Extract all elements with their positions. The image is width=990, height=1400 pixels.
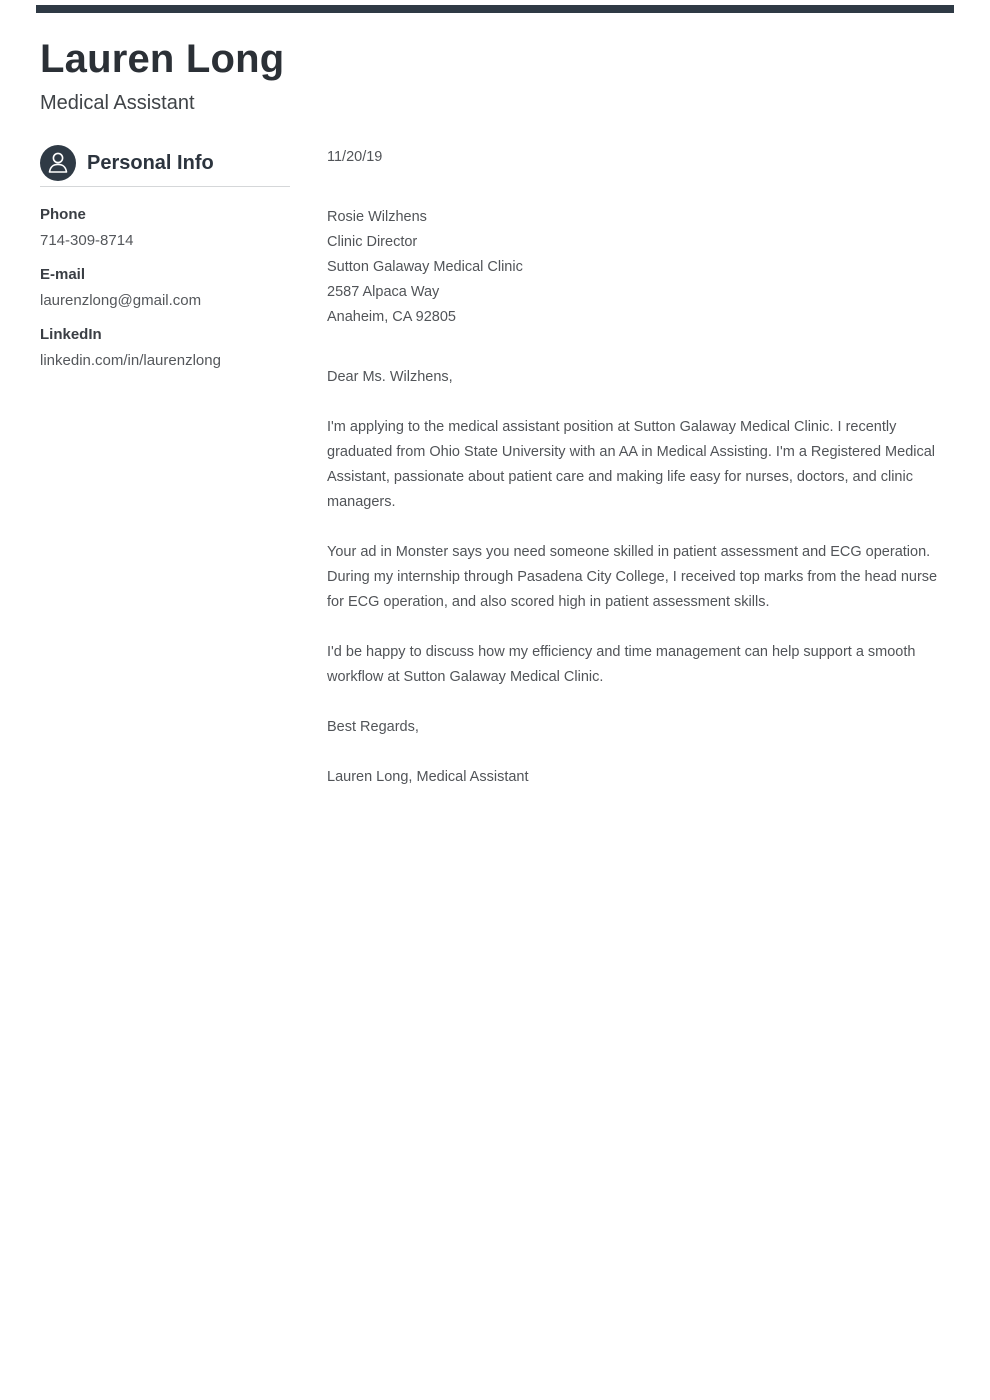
letter-date: 11/20/19 bbox=[327, 149, 383, 165]
section-divider bbox=[40, 186, 290, 187]
recipient-company: Sutton Galaway Medical Clinic bbox=[327, 259, 523, 275]
linkedin-label: LinkedIn bbox=[40, 326, 102, 343]
personal-info-title: Personal Info bbox=[87, 151, 214, 174]
email-field bbox=[40, 262, 290, 314]
personal-info-sidebar bbox=[40, 145, 290, 382]
personal-info-header bbox=[40, 145, 290, 181]
contact-fields bbox=[40, 202, 290, 374]
email-label: E-mail bbox=[40, 266, 86, 283]
person-icon bbox=[40, 145, 76, 181]
recipient-block bbox=[327, 205, 952, 330]
applicant-job-title: Medical Assistant bbox=[40, 92, 195, 114]
closing: Best Regards, bbox=[327, 719, 419, 735]
recipient-city: Anaheim, CA 92805 bbox=[327, 309, 456, 325]
recipient-street: 2587 Alpaca Way bbox=[327, 284, 440, 300]
phone-label: Phone bbox=[40, 206, 86, 223]
paragraph-offer: I'd be happy to discuss how my efficiency and time management can help support a smooth workflow at Sutton Galaway Medical Clinic. bbox=[327, 644, 916, 685]
phone-value: 714-309-8714 bbox=[40, 232, 134, 249]
top-accent-bar bbox=[36, 5, 954, 13]
applicant-name: Lauren Long bbox=[40, 37, 285, 81]
cover-letter-body bbox=[327, 145, 952, 790]
paragraph-intro: I'm applying to the medical assistant position at Sutton Galaway Medical Clinic. I recently graduated from Ohio State University with an AA in Medical Assisting. I'm a Registered Medical Assistant, passionate about patient care and making life easy for nurses, doctors, and clinic managers. bbox=[327, 419, 936, 510]
recipient-name: Rosie Wilzhens bbox=[327, 209, 427, 225]
signature: Lauren Long, Medical Assistant bbox=[327, 769, 529, 785]
document-header bbox=[40, 38, 284, 115]
email-value: laurenzlong@gmail.com bbox=[40, 292, 202, 309]
salutation: Dear Ms. Wilzhens, bbox=[327, 369, 453, 385]
recipient-title: Clinic Director bbox=[327, 234, 418, 250]
phone-field bbox=[40, 202, 290, 254]
linkedin-field bbox=[40, 322, 290, 374]
paragraph-skills: Your ad in Monster says you need someone skilled in patient assessment and ECG operation. During my internship through Pasadena City College, I received top marks from the head nurse for ECG operation, and also scored high in patient assessment skills. bbox=[327, 544, 938, 610]
linkedin-value: linkedin.com/in/laurenzlong bbox=[40, 352, 221, 369]
